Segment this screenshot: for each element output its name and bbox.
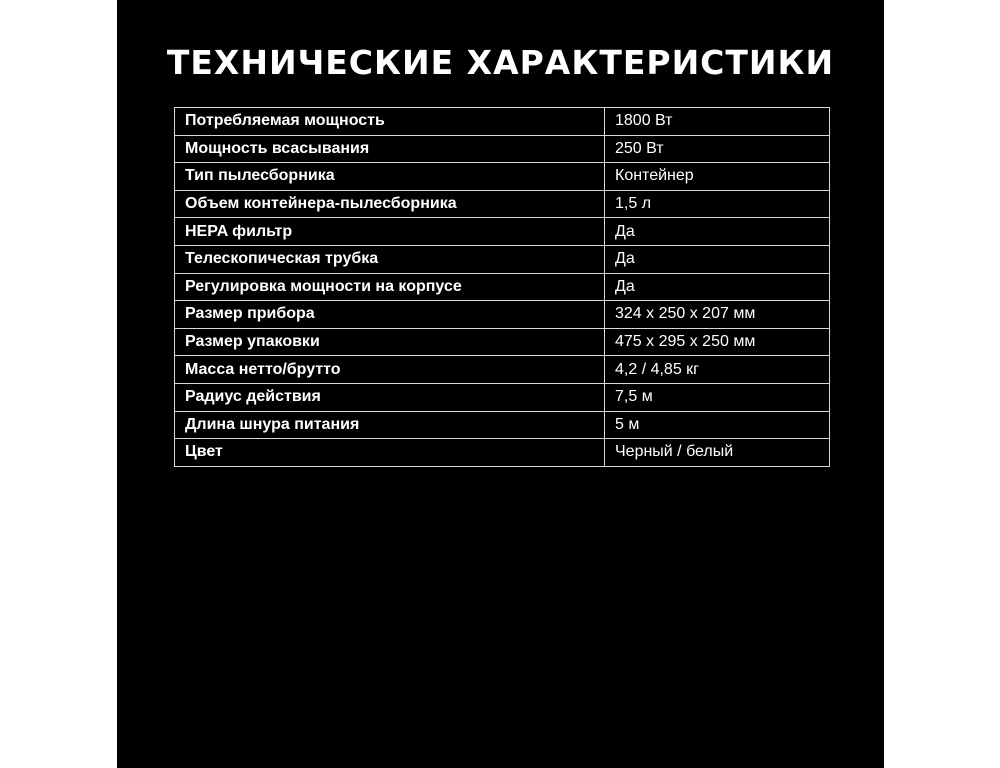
- table-row: [175, 411, 830, 439]
- spec-name: Радиус действия: [175, 383, 605, 411]
- table-row: [175, 383, 830, 411]
- table-row: [175, 273, 830, 301]
- page-title: ТЕХНИЧЕСКИЕ ХАРАКТЕРИСТИКИ: [166, 43, 835, 82]
- spec-name: Потребляемая мощность: [175, 108, 605, 136]
- spec-name: Длина шнура питания: [175, 411, 605, 439]
- spec-name: Масса нетто/брутто: [175, 356, 605, 384]
- spec-name: Размер прибора: [175, 301, 605, 329]
- spec-value: 7,5 м: [605, 383, 830, 411]
- spec-value: 4,2 / 4,85 кг: [605, 356, 830, 384]
- spec-value: 324 х 250 х 207 мм: [605, 301, 830, 329]
- spec-value: Да: [605, 218, 830, 246]
- spec-value: 1800 Вт: [605, 108, 830, 136]
- spec-name: Мощность всасывания: [175, 135, 605, 163]
- spec-value: 5 м: [605, 411, 830, 439]
- table-row: [175, 328, 830, 356]
- spec-value: 250 Вт: [605, 135, 830, 163]
- spec-sheet: [117, 0, 884, 768]
- table-row: [175, 356, 830, 384]
- spec-value: Черный / белый: [605, 439, 830, 467]
- table-row: [175, 108, 830, 136]
- table-row: [175, 190, 830, 218]
- spec-name: Размер упаковки: [175, 328, 605, 356]
- spec-value: 1,5 л: [605, 190, 830, 218]
- specs-table: [174, 107, 830, 467]
- spec-name: Цвет: [175, 439, 605, 467]
- spec-value: Да: [605, 245, 830, 273]
- table-row: [175, 135, 830, 163]
- table-row: [175, 439, 830, 467]
- table-row: [175, 163, 830, 191]
- spec-name: Телескопическая трубка: [175, 245, 605, 273]
- spec-name: Объем контейнера-пылесборника: [175, 190, 605, 218]
- spec-name: HEPA фильтр: [175, 218, 605, 246]
- spec-name: Регулировка мощности на корпусе: [175, 273, 605, 301]
- spec-value: 475 х 295 х 250 мм: [605, 328, 830, 356]
- spec-value: Да: [605, 273, 830, 301]
- table-row: [175, 245, 830, 273]
- table-row: [175, 218, 830, 246]
- spec-name: Тип пылесборника: [175, 163, 605, 191]
- table-row: [175, 301, 830, 329]
- spec-value: Контейнер: [605, 163, 830, 191]
